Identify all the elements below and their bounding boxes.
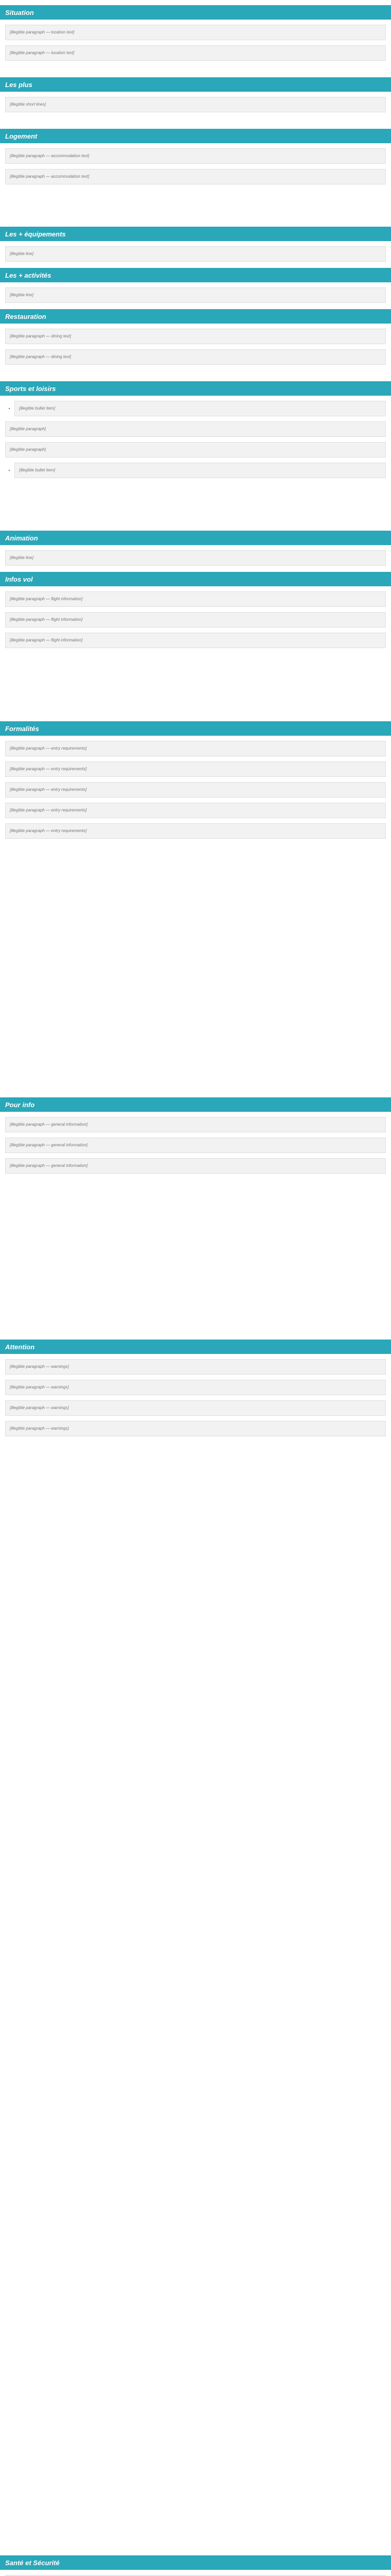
placeholder: [illegible paragraph — general information] xyxy=(5,1158,386,1174)
section-body-animation xyxy=(0,545,391,566)
section-formalites xyxy=(0,721,391,844)
placeholder: [illegible paragraph] xyxy=(5,421,386,437)
placeholder: [illegible paragraph — entry requirements] xyxy=(5,803,386,818)
section-activites xyxy=(0,268,391,308)
section-header-sports-loisirs: Sports et loisirs xyxy=(0,381,391,396)
section-restauration xyxy=(0,309,391,370)
section-body-sports-loisirs xyxy=(0,396,391,478)
section-body-pour-info xyxy=(0,1112,391,1174)
section-logement xyxy=(0,129,391,190)
section-les-plus xyxy=(0,77,391,117)
section-body-formalites xyxy=(0,736,391,839)
placeholder: [illegible paragraph — flight information] xyxy=(5,591,386,607)
sports-list-item xyxy=(14,401,386,416)
placeholder: [illegible line] xyxy=(5,287,386,303)
section-animation xyxy=(0,531,391,571)
section-body-attention xyxy=(0,1354,391,1436)
section-body-les-plus xyxy=(0,92,391,112)
placeholder: [illegible paragraph — entry requirements] xyxy=(5,741,386,756)
section-body-equipements xyxy=(0,241,391,262)
placeholder: [illegible paragraph — general information] xyxy=(5,1117,386,1132)
section-header-logement: Logement xyxy=(0,129,391,143)
placeholder: [illegible line] xyxy=(5,246,386,262)
placeholder: [illegible paragraph — location text] xyxy=(5,45,386,61)
placeholder: [illegible paragraph — warnings] xyxy=(5,1359,386,1375)
section-header-activites: Les + activités xyxy=(0,268,391,282)
placeholder: • [illegible bullet item] xyxy=(14,401,386,416)
section-sports-loisirs xyxy=(0,381,391,483)
placeholder: [illegible paragraph — dining text] xyxy=(5,329,386,344)
section-body-situation xyxy=(0,20,391,61)
section-equipements xyxy=(0,227,391,267)
section-body-sante-securite xyxy=(0,2570,391,2576)
placeholder: [illegible paragraph — warnings] xyxy=(5,1380,386,1395)
placeholder: [illegible short lines] xyxy=(5,97,386,112)
placeholder: [illegible paragraph — entry requirements] xyxy=(5,782,386,798)
placeholder: [illegible paragraph — accommodation text] xyxy=(5,169,386,184)
placeholder: [illegible paragraph — warnings] xyxy=(5,1400,386,1416)
placeholder: [illegible paragraph — flight information] xyxy=(5,633,386,648)
section-header-sante-securite: Santé et Sécurité xyxy=(0,2555,391,2570)
section-header-infos-vol: Infos vol xyxy=(0,572,391,586)
sports-list-item xyxy=(14,463,386,478)
section-infos-vol xyxy=(0,572,391,653)
section-sante-securite xyxy=(0,2555,391,2576)
section-body-activites xyxy=(0,282,391,303)
section-header-situation: Situation xyxy=(0,5,391,20)
section-header-pour-info: Pour info xyxy=(0,1097,391,1112)
section-header-les-plus: Les plus xyxy=(0,77,391,92)
section-header-formalites: Formalités xyxy=(0,721,391,736)
placeholder: [illegible paragraph — location text] xyxy=(5,25,386,40)
placeholder: [illegible paragraph — general information] xyxy=(5,1138,386,1153)
placeholder: • [illegible bullet item] xyxy=(14,463,386,478)
placeholder: [illegible paragraph — dining text] xyxy=(5,349,386,365)
section-body-logement xyxy=(0,143,391,184)
placeholder: [illegible paragraph — accommodation text] xyxy=(5,148,386,164)
section-pour-info xyxy=(0,1097,391,1179)
placeholder: [illegible paragraph — entry requirements] xyxy=(5,761,386,777)
section-body-infos-vol xyxy=(0,586,391,648)
section-header-restauration: Restauration xyxy=(0,309,391,324)
section-situation xyxy=(0,5,391,66)
section-body-restauration xyxy=(0,324,391,365)
section-attention xyxy=(0,1340,391,1442)
placeholder: [illegible paragraph — flight information] xyxy=(5,612,386,628)
sports-list xyxy=(5,463,386,478)
section-header-equipements: Les + équipements xyxy=(0,227,391,241)
placeholder: [illegible paragraph — warnings] xyxy=(5,1421,386,1436)
placeholder: [illegible paragraph — entry requirements] xyxy=(5,823,386,839)
section-header-animation: Animation xyxy=(0,531,391,545)
sports-list xyxy=(5,401,386,416)
placeholder: [illegible paragraph] xyxy=(5,442,386,457)
section-header-attention: Attention xyxy=(0,1340,391,1354)
placeholder: [illegible line] xyxy=(5,550,386,566)
